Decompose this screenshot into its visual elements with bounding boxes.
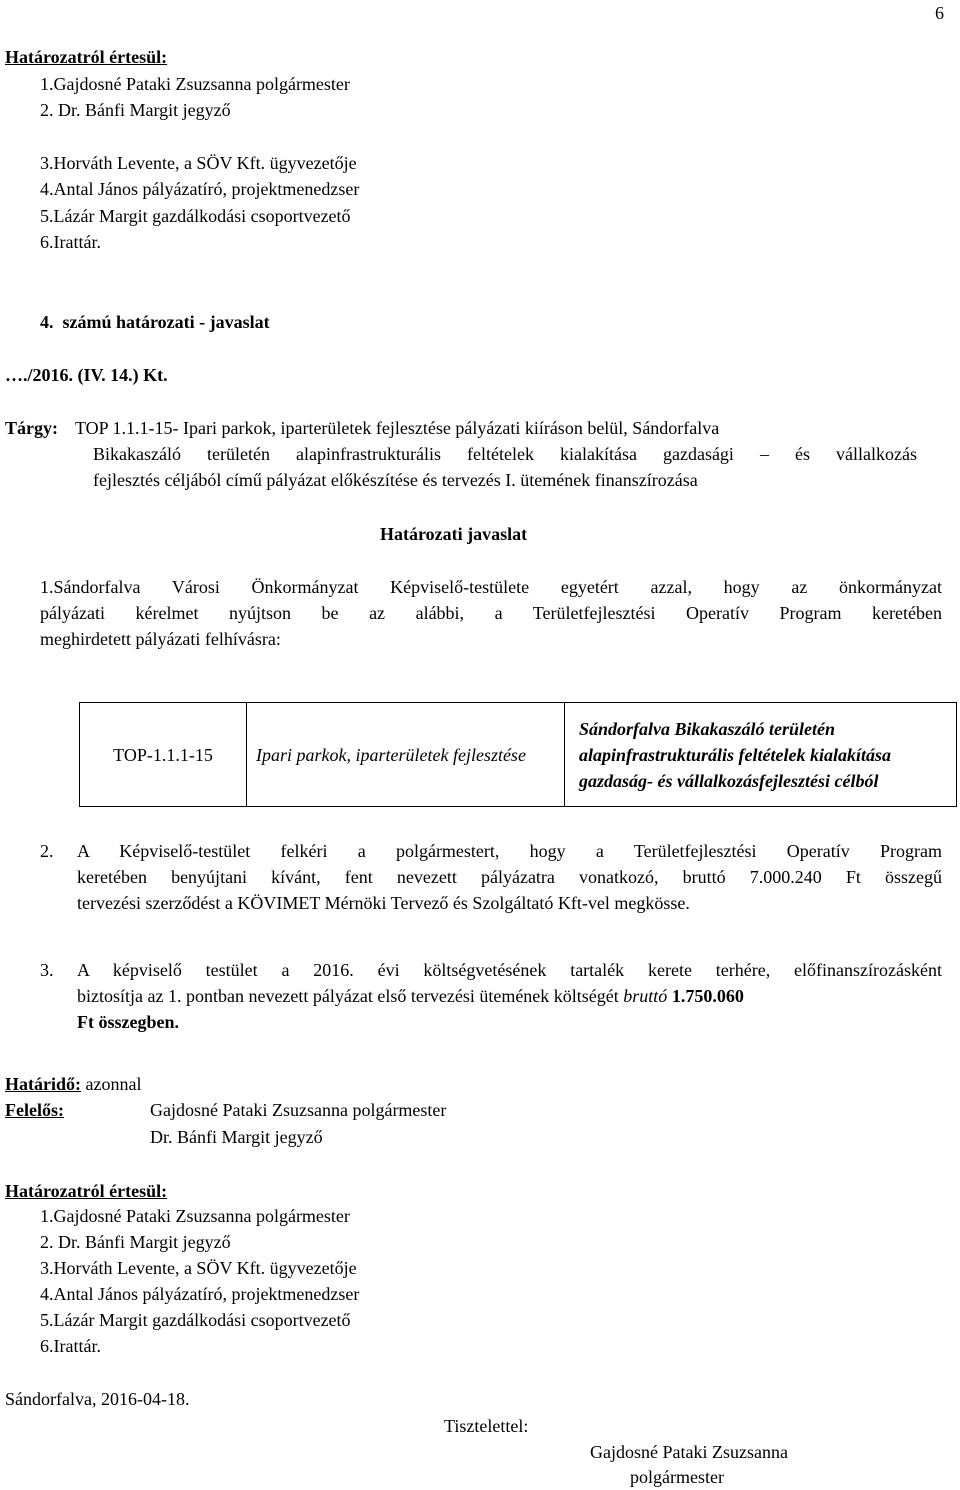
table-row bbox=[80, 703, 957, 807]
page-number: 6 bbox=[935, 3, 944, 23]
deadline-value: azonnal bbox=[81, 1074, 142, 1094]
deadline bbox=[5, 1071, 141, 1097]
signer-name: Gajdosné Pataki Zsuzsanna bbox=[590, 1442, 788, 1462]
notify-item: 4.Antal János pályázatíró, projektmenedzser bbox=[40, 179, 360, 199]
notify-item: 2. Dr. Bánfi Margit jegyző bbox=[40, 100, 231, 120]
point1-line: meghirdetett pályázati felhívásra: bbox=[40, 629, 281, 649]
point2-line: tervezési szerződést a KÖVIMET Mérnöki Tervező és Szolgáltató Kft-vel megkösse. bbox=[77, 893, 690, 913]
resolution-number: …./2016. (IV. 14.) Kt. bbox=[5, 365, 168, 385]
notify-item: 2. Dr. Bánfi Margit jegyző bbox=[40, 1232, 231, 1252]
responsible-name: Gajdosné Pataki Zsuzsanna polgármester bbox=[150, 1100, 447, 1120]
subject-line: fejlesztés céljából című pályázat előkészítése és tervezés I. ütemének finanszírozása bbox=[93, 470, 698, 490]
subject-line: TOP 1.1.1-15- Ipari parkok, iparterületek fejlesztése pályázati kiíráson belül, Sándorfalva bbox=[75, 418, 720, 438]
point3-gross: bruttó bbox=[623, 986, 668, 1006]
proposal-heading: Határozati javaslat bbox=[380, 524, 528, 544]
proposal-title: 4. számú határozati - javaslat bbox=[40, 312, 270, 332]
subject-line: Bikakaszáló területén alapinfrastrukturális feltételek kialakítása gazdasági – és vállalkozás bbox=[93, 444, 917, 464]
notify-item: 3.Horváth Levente, a SÖV Kft. ügyvezetője bbox=[40, 153, 357, 173]
notify-heading: Határozatról értesül: bbox=[5, 1181, 168, 1201]
point3-text: biztosítja az 1. pontban nevezett pályázat első tervezési ütemének költségét bbox=[77, 986, 624, 1006]
point2-line: A Képviselő-testület felkéri a polgármestert, hogy a Területfejlesztési Operatív Program bbox=[77, 841, 942, 861]
point3-number: 3. bbox=[40, 960, 54, 980]
project-name-cell: Ipari parkok, iparterületek fejlesztése bbox=[247, 703, 565, 807]
responsible-name: Dr. Bánfi Margit jegyző bbox=[150, 1127, 323, 1147]
point3-line bbox=[77, 983, 744, 1009]
notify-item: 6.Irattár. bbox=[40, 1336, 101, 1356]
notify-item: 1.Gajdosné Pataki Zsuzsanna polgármester bbox=[40, 1206, 350, 1226]
point3-line: Ft összegben. bbox=[77, 1012, 179, 1032]
regards: Tisztelettel: bbox=[444, 1416, 529, 1436]
notify-item: 1.Gajdosné Pataki Zsuzsanna polgármester bbox=[40, 74, 350, 94]
responsible-label: Felelős: bbox=[5, 1100, 64, 1120]
notify-item: 4.Antal János pályázatíró, projektmenedzser bbox=[40, 1284, 360, 1304]
notify-item: 5.Lázár Margit gazdálkodási csoportvezető bbox=[40, 1310, 351, 1330]
project-desc-cell: Sándorfalva Bikakaszáló területén alapinfrastrukturális feltételek kialakítása gazdaság- és vállalkozásfejlesztési célból bbox=[565, 703, 957, 807]
notify-heading: Határozatról értesül: bbox=[5, 47, 168, 67]
point1-line: 1.Sándorfalva Városi Önkormányzat Képviselő-testülete egyetért azzal, hogy az önkormányzat bbox=[40, 577, 942, 597]
signer-title: polgármester bbox=[630, 1467, 724, 1487]
point2-number: 2. bbox=[40, 841, 54, 861]
subject-label: Tárgy: bbox=[5, 418, 58, 438]
point3-line: A képviselő testület a 2016. évi költségvetésének tartalék kerete terhére, előfinanszírozásként bbox=[77, 960, 942, 980]
point2-line: keretében benyújtani kívánt, fent nevezett pályázatra vonatkozó, bruttó 7.000.240 Ft összegű bbox=[77, 867, 942, 887]
notify-item: 3.Horváth Levente, a SÖV Kft. ügyvezetője bbox=[40, 1258, 357, 1278]
notify-item: 6.Irattár. bbox=[40, 232, 101, 252]
project-table bbox=[79, 702, 957, 807]
notify-item: 5.Lázár Margit gazdálkodási csoportvezető bbox=[40, 206, 351, 226]
deadline-label: Határidő: bbox=[5, 1074, 81, 1094]
point3-amount: 1.750.060 bbox=[667, 986, 744, 1006]
point1-line: pályázati kérelmet nyújtson be az alábbi, a Területfejlesztési Operatív Program keretében bbox=[40, 603, 942, 623]
project-code-cell: TOP-1.1.1-15 bbox=[80, 703, 247, 807]
place-date: Sándorfalva, 2016-04-18. bbox=[5, 1389, 190, 1409]
